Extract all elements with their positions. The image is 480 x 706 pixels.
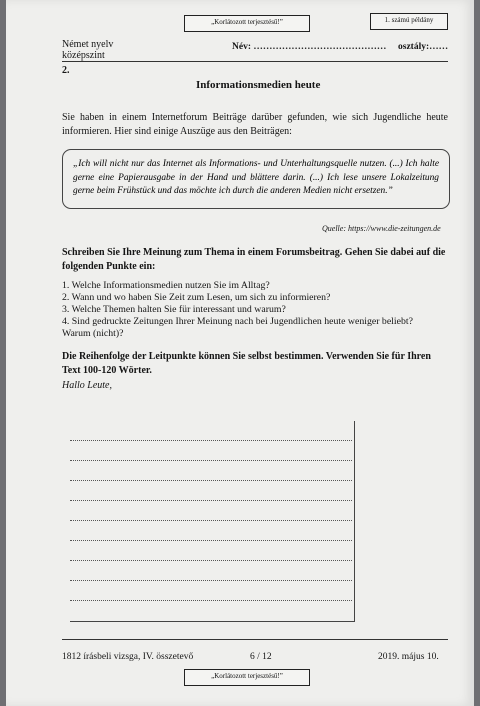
task-instruction: Schreiben Sie Ihre Meinung zum Thema in einem Forumsbeitrag. Gehen Sie dabei auf die folgenden Punkte ein:: [62, 247, 446, 272]
subject-name: Német nyelv: [62, 39, 114, 50]
copy-number-box: 1. számú példány: [370, 13, 448, 30]
footer-divider: [62, 639, 448, 640]
answer-line[interactable]: [70, 440, 352, 441]
answer-line[interactable]: [70, 560, 352, 561]
answer-line[interactable]: [70, 500, 352, 501]
footer-page-number: 6 / 12: [250, 652, 272, 662]
subject-level: középszint: [62, 50, 105, 61]
footer-exam-code: 1812 írásbeli vizsga, IV. összetevő: [62, 652, 194, 662]
task-number: 2.: [62, 65, 70, 76]
order-note: Die Reihenfolge der Leitpunkte können Sie selbst bestimmen. Verwenden Sie für Ihren Text 100-120 Wörter.: [62, 351, 431, 376]
answer-area: [70, 421, 355, 622]
header-divider: [62, 61, 448, 62]
task-intro: Sie haben in einem Internetforum Beiträge darüber gefunden, wie sich Jugendliche heute informieren. Hier sind einige Auszüge aus den Beiträgen:: [62, 112, 448, 137]
footer-date: 2019. május 10.: [378, 652, 439, 662]
class-field: osztály:……: [398, 42, 449, 52]
guiding-point-4-followup: Warum (nicht)?: [62, 328, 124, 339]
quote-source: Quelle: https://www.die-zeitungen.de: [322, 224, 441, 233]
exam-page: [6, 0, 474, 706]
answer-line[interactable]: [70, 580, 352, 581]
greeting: Hallo Leute,: [62, 380, 112, 391]
guiding-point-3: 3. Welche Themen halten Sie für interessant und warum?: [62, 304, 286, 315]
guiding-point-2: 2. Wann und wo haben Sie Zeit zum Lesen, um sich zu informieren?: [62, 292, 331, 303]
restricted-stamp-top: „Korlátozott terjesztésű!”: [184, 15, 310, 32]
answer-line[interactable]: [70, 600, 352, 601]
guiding-point-1: 1. Welche Informationsmedien nutzen Sie im Alltag?: [62, 280, 270, 291]
answer-line[interactable]: [70, 520, 352, 521]
restricted-stamp-bottom: „Korlátozott terjesztésű!”: [184, 669, 310, 686]
student-name-field: Név: ……………………………………: [232, 42, 387, 52]
guiding-point-4: 4. Sind gedruckte Zeitungen Ihrer Meinung nach bei Jugendlichen heute weniger beliebt?: [62, 316, 413, 327]
forum-quote-text: „Ich will nicht nur das Internet als Informations- und Unterhaltungsquelle nutzen. (...) Ich halte gerne eine Papierausgabe in der Hand und blättere darin. (...) Ich lese unsere Lokalzeitung gerne beim Frühstück und das möchte ich durch die anderen Medien nicht ersetzen.”: [73, 159, 439, 196]
answer-line[interactable]: [70, 460, 352, 461]
answer-line[interactable]: [70, 480, 352, 481]
forum-quote-box: [62, 149, 450, 209]
answer-line[interactable]: [70, 540, 352, 541]
task-title: Informationsmedien heute: [196, 79, 321, 91]
